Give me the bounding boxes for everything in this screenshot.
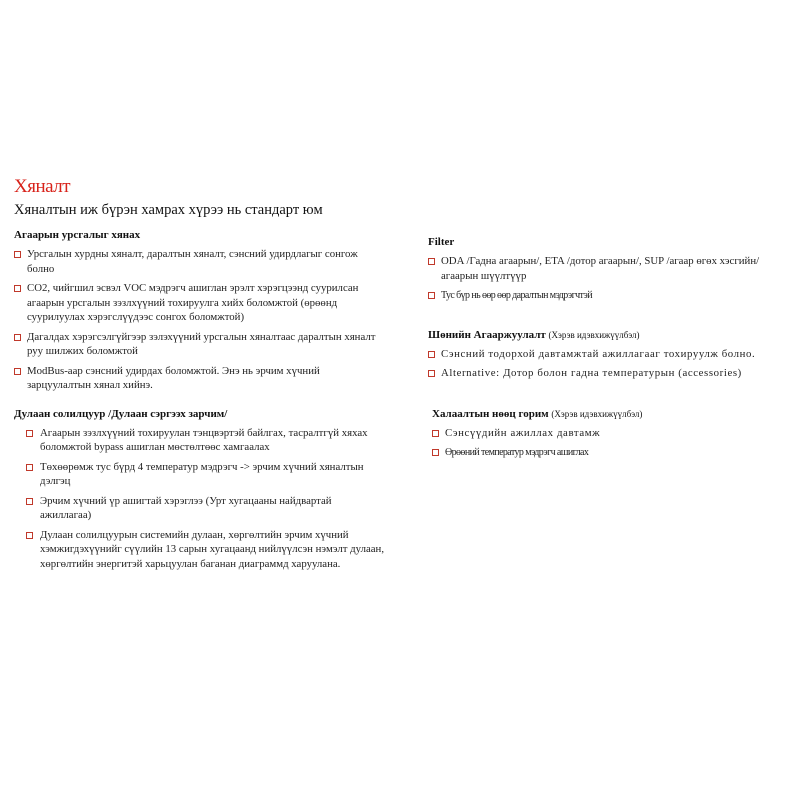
square-bullet-icon xyxy=(26,498,33,505)
square-bullet-icon xyxy=(428,351,435,358)
list-item: Урсгалын хурдны хяналт, даралтын хяналт, сэнсний удирдлагыг сонгож болно xyxy=(14,247,384,276)
list-item: Alternative: Дотор болон гадна температурын (accessories) xyxy=(428,366,778,381)
square-bullet-icon xyxy=(14,334,21,341)
heating-reserve-heading: Халаалтын нөөц горим (Хэрэв идэвхижүүлбэл) xyxy=(432,407,643,420)
list-item: ODA /Гадна агаарын/, ETA /дотор агаарын/, SUP /агаар өгөх хэсгийн/ агаарын шүүлтүүр xyxy=(428,254,778,283)
heat-exchanger-heading: Дулаан солилцуур /Дулаан сэргээх зарчим/ xyxy=(14,407,228,420)
square-bullet-icon xyxy=(14,285,21,292)
list-item: Өрөөний температур мэдрэгч ашиглах xyxy=(432,445,778,461)
night-ventilation-list xyxy=(428,347,778,381)
list-item: Сэнсүүдийн ажиллах давтамж xyxy=(432,426,778,441)
square-bullet-icon xyxy=(14,368,21,375)
list-item: Төхөөрөмж тус бүрд 4 температур мэдрэгч -> эрчим хүчний хяналтын дэлгэц xyxy=(26,460,384,489)
airflow-heading: Агаарын урсгалыг хянах xyxy=(14,229,141,241)
square-bullet-icon xyxy=(428,258,435,265)
list-item: Сэнсний тодорхой давтамжтай ажиллагааг тохируулж болно. xyxy=(428,347,778,362)
right-column xyxy=(428,236,778,466)
heating-reserve-list xyxy=(432,426,778,461)
heat-exchanger-list xyxy=(26,426,384,572)
square-bullet-icon xyxy=(428,370,435,377)
square-bullet-icon xyxy=(26,430,33,437)
square-bullet-icon xyxy=(26,532,33,539)
square-bullet-icon xyxy=(432,449,439,456)
list-item: Агаарын зэзлхүүний тохируулан тэнцвэртэй байлгах, тасралтгүй хяхах боломжтой bypass ашиглан мөстөлтөөс хамгаалах xyxy=(26,426,384,455)
page-subtitle: Хяналтын иж бүрэн хамрах хүрээ нь стандарт юм xyxy=(14,202,323,218)
filter-list xyxy=(428,254,778,304)
left-column xyxy=(14,229,384,576)
square-bullet-icon xyxy=(432,430,439,437)
list-item: Тус бүр нь өөр өөр даралтын мэдрэгчтэй xyxy=(428,288,778,304)
night-ventilation-heading: Шөнийн Агааржуулалт (Хэрэв идэвхижүүлбэл) xyxy=(428,328,640,341)
list-item: Эрчим хүчний үр ашигтай хэрэглээ (Урт хугацааны найдвартай ажиллагаа) xyxy=(26,494,384,523)
airflow-list xyxy=(14,247,384,393)
page-title: Хяналт xyxy=(14,176,71,197)
list-item: CO2, чийгшил эсвэл VOC мэдрэгч ашиглан эрэлт хэрэгцээнд суурилсан агаарын урсгалын зэзлхүүний тохируулга хийх боломжтой (өрөөнд суурилуулах хэрэгслүүдээс сонгох боломжтой) xyxy=(14,281,384,325)
square-bullet-icon xyxy=(26,464,33,471)
list-item: ModBus-аар сэнсний удирдах боломжтой. Энэ нь эрчим хүчний зарцуулалтын хянал хийнэ. xyxy=(14,364,384,393)
square-bullet-icon xyxy=(14,251,21,258)
filter-heading: Filter xyxy=(428,236,455,248)
list-item: Дагалдах хэрэгсэлгүйгээр зэлэхүүний урсгалын хяналтаас даралтын хяналт руу шилжих боломжтой xyxy=(14,330,384,359)
list-item: Дулаан солилцуурын системийн дулаан, хөргөлтийн эрчим хүчний хэмжигдэхүүнийг сүүлийн 13 сарын хугацаанд нийлүүлсэн нэмэлт дулаан, хөргөлтийн энергитэй харьцуулан баганан диаграммд харуулана. xyxy=(26,528,384,572)
square-bullet-icon xyxy=(428,292,435,299)
